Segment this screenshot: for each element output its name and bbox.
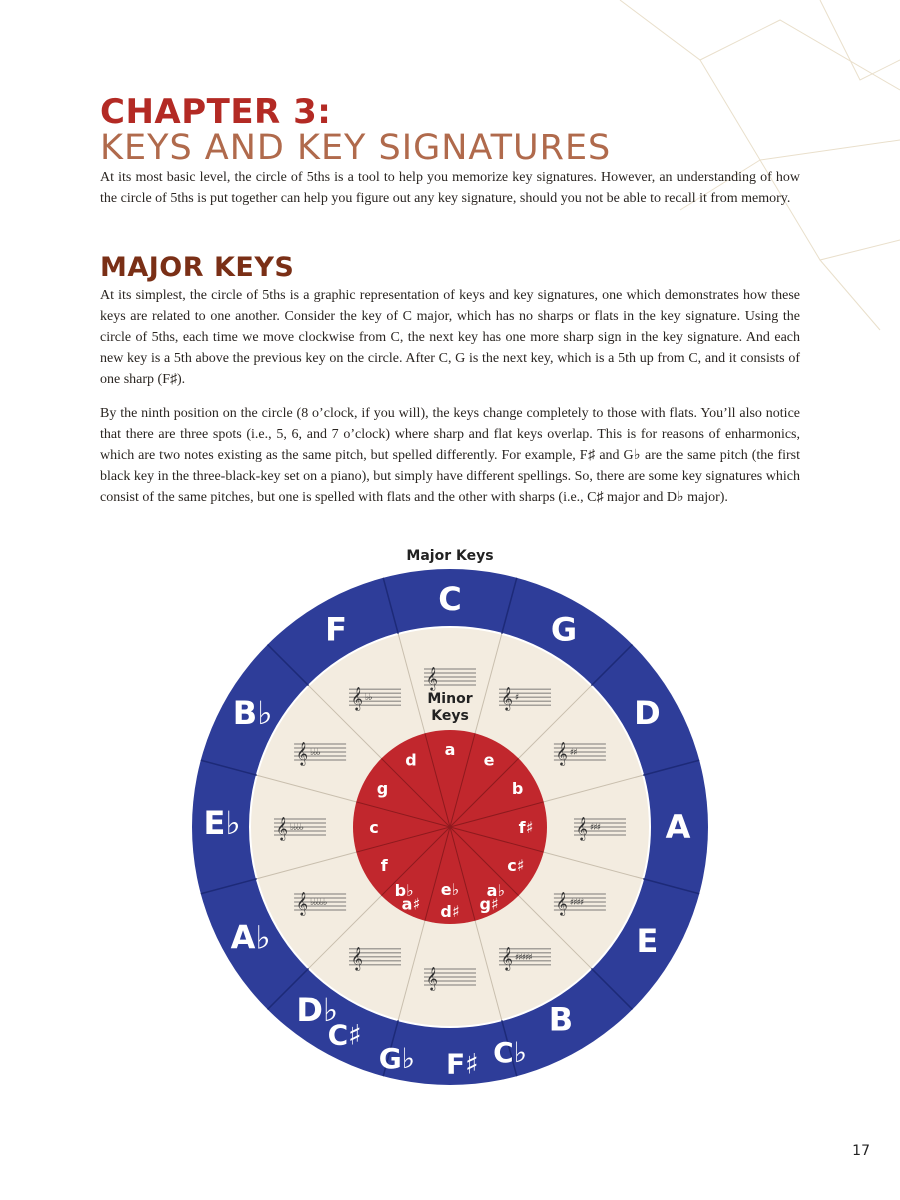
major-key-label: F (325, 610, 347, 649)
svg-text:𝄞: 𝄞 (296, 891, 308, 915)
section-title: MAJOR KEYS (100, 252, 295, 283)
minor-key-label: d (405, 750, 417, 770)
svg-text:𝄞: 𝄞 (426, 666, 438, 690)
svg-text:𝄞: 𝄞 (426, 966, 438, 990)
svg-text:𝄞: 𝄞 (501, 686, 513, 711)
chapter-label: CHAPTER 3: (100, 92, 332, 132)
svg-text:𝄞: 𝄞 (296, 741, 308, 765)
major-keys-paragraph-2: By the ninth position on the circle (8 o’clock, if you will), the keys change completely to those with flats. You’ll also notice that there are three spots (i.e., 5, 6, and 7 o’clock) where sharp and flat keys overlap. This is for reasons of enharmonics, which are two notes existing as the same pitch, but spelled differently. For example, F♯ and G♭ are the same pitch (the first black key in the three-black-key set on a piano), but simply have different spellings. So, there are some key signatures which consist of the same pitches, but one is spelled with flats and the other with sharps (i.e., C♯ major and D♭ major). (100, 406, 800, 505)
key-signature-accidentals: ♯♯♯♯♯ (515, 952, 532, 963)
major-key-label: G (550, 610, 578, 649)
key-signature-accidentals: ♭♭♭ (310, 748, 320, 758)
page-number: 17 (852, 1143, 870, 1159)
minor-key-label: f (380, 856, 388, 875)
major-key-label: B♭ (232, 694, 273, 732)
minor-key-label: g (376, 779, 389, 798)
major-key-label: E♭ (203, 804, 241, 843)
key-signature-accidentals: ♭♭♭♭ (290, 823, 303, 833)
minor-key-label: a♯ (401, 894, 421, 914)
minor-keys-title-line2: Keys (431, 708, 469, 724)
major-key-label: G♭ (378, 1041, 416, 1075)
chapter-title: KEYS AND KEY SIGNATURES (100, 128, 612, 168)
svg-text:𝄞: 𝄞 (555, 741, 568, 765)
svg-text:𝄞: 𝄞 (276, 816, 288, 840)
major-keys-paragraph-1: At its simplest, the circle of 5ths is a graphic representation of keys and key signatures, one which demonstrates how these keys are related to one another. Consider the key of C major, which has no sharps or flats in the key signature. Using the circle of 5ths, each time we move clockwise from C, the next key has one more sharp sign in the key signature. And each new key is a 5th above the previous key on the circle. After C, G is the next key, which is a 5th up from C, and it consists of one sharp (F♯). (100, 288, 800, 387)
minor-key-label: a (444, 740, 456, 759)
minor-key-label: a♭ (486, 881, 506, 901)
intro-paragraph: At its most basic level, the circle of 5ths is a tool to help you memorize key signatures. However, an understanding of how the circle of 5ths is put together can help you figure out any key signature, should you not be able to recall it from memory. (100, 170, 800, 206)
minor-key-label: e♭ (440, 880, 460, 899)
key-signature-accidentals: ♯ (515, 693, 519, 704)
minor-key-label: c (369, 818, 379, 837)
svg-text:𝄞: 𝄞 (555, 891, 568, 915)
key-signature-accidentals: ♯♯ (569, 748, 577, 758)
major-key-label: C♯ (327, 1018, 362, 1052)
major-key-label: C♭ (493, 1036, 527, 1070)
major-key-label: B (548, 1000, 574, 1039)
major-key-label: E (636, 922, 659, 960)
key-signature-accidentals: ♯♯♯ (590, 823, 601, 833)
minor-key-label: e (483, 750, 495, 770)
minor-key-label: c♯ (507, 856, 525, 875)
minor-key-label: f♯ (518, 818, 534, 837)
key-signature-accidentals: ♭♭♭♭♭ (310, 898, 327, 908)
minor-key-label: b (511, 779, 524, 798)
svg-text:𝄞: 𝄞 (501, 945, 513, 970)
diagram-title: Major Keys (406, 548, 494, 564)
major-key-label: D (634, 694, 661, 732)
svg-text:𝄞: 𝄞 (351, 686, 363, 711)
major-key-label: A♭ (230, 918, 271, 957)
svg-text:𝄞: 𝄞 (351, 945, 363, 970)
minor-key-label: g♯ (479, 894, 499, 914)
major-key-label: A (665, 808, 691, 846)
minor-keys-title-line1: Minor (427, 691, 473, 707)
major-key-label: C (438, 580, 462, 618)
key-signature-accidentals: ♭♭ (365, 693, 372, 704)
major-key-label: F♯ (446, 1047, 479, 1081)
circle-of-fifths-diagram (180, 540, 720, 1085)
major-key-label: D♭ (296, 990, 338, 1029)
minor-key-label: b♭ (394, 881, 414, 901)
key-signature-accidentals: ♯♯♯♯ (569, 898, 584, 908)
svg-text:𝄞: 𝄞 (576, 816, 588, 840)
minor-key-label: d♯ (440, 902, 460, 921)
